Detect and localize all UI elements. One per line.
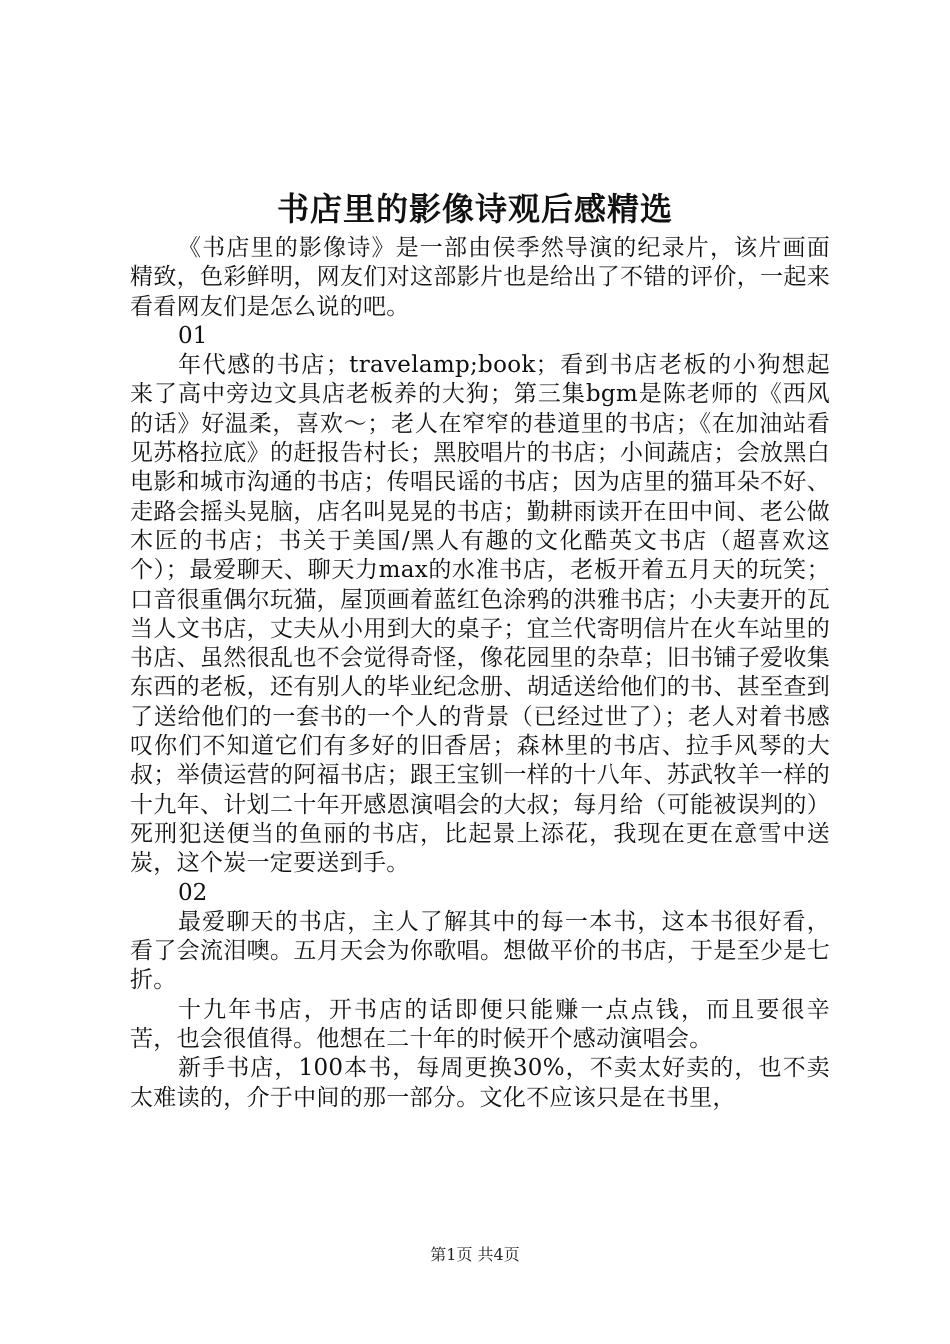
section2-paragraph-2: 十九年书店，开书店的话即便只能赚一点点钱，而且要很辛苦，也会很值得。他想在二十年的时候开个感动演唱会。 — [130, 996, 830, 1053]
page-footer: 第1页 共4页 — [430, 1245, 520, 1264]
section2-paragraph-1: 最爱聊天的书店，主人了解其中的每一本书，这本书很好看，看了会流泪噢。五月天会为你歌唱。想做平价的书店，于是至少是七折。 — [130, 908, 830, 994]
intro-paragraph: 《书店里的影像诗》是一部由侯季然导演的纪录片，该片画面精致，色彩鲜明，网友们对这部影片也是给出了不错的评价，一起来看看网友们是怎么说的吧。 — [130, 235, 830, 320]
document-title: 书店里的影像诗观后感精选 — [276, 190, 673, 228]
section2-paragraph-3: 新手书店，100本书，每周更换30%，不卖太好卖的，也不卖太难读的，介于中间的那一部分。文化不应该只是在书里， — [130, 1055, 830, 1111]
section-number-01: 01 — [178, 322, 208, 349]
document-body — [130, 234, 830, 1113]
section1-paragraph: 年代感的书店；travelamp;book；看到书店老板的小狗想起来了高中旁边文具店老板养的大狗；第三集bgm是陈老师的《西风的话》好温柔，喜欢～；老人在窄窄的巷道里的书店；《在加油站看见苏格拉底》的赶报告村长；黑胶唱片的书店；小间蔬店；会放黑白电影和城市沟通的书店；传唱民谣的书店；因为店里的猫耳朵不好、走路会摇头晃脑，店名叫晃晃的书店；勤耕雨读开在田中间、老公做木匠的书店；书关于美国/黑人有趣的文化酷英文书店（超喜欢这个）；最爱聊天、聊天力max的水准书店，老板开着五月天的玩笑；口音很重偶尔玩猫，屋顶画着蓝红色涂鸦的洪雅书店；小夫妻开的瓦当人文书店，丈夫从小用到大的桌子；宜兰代寄明信片在火车站里的书店、虽然很乱也不会觉得奇怪，像花园里的杂草；旧书铺子爱收集东西的老板，还有别人的毕业纪念册、胡适送给他们的书、甚至查到了送给他们的一套书的一个人的背景（已经过世了）；老人对着书感叹你们不知道它们有多好的旧香居；森林里的书店、拉手风琴的大叔；举债运营的阿福书店；跟王宝钏一样的十八年、苏武牧羊一样的十九年、计划二十年开感恩演唱会的大叔；每月给（可能被误判的）死刑犯送便当的鱼丽的书店，比起景上添花，我现在更在意雪中送炭，这个炭一定要送到手。 — [130, 352, 830, 877]
section-number-02: 02 — [178, 879, 208, 906]
